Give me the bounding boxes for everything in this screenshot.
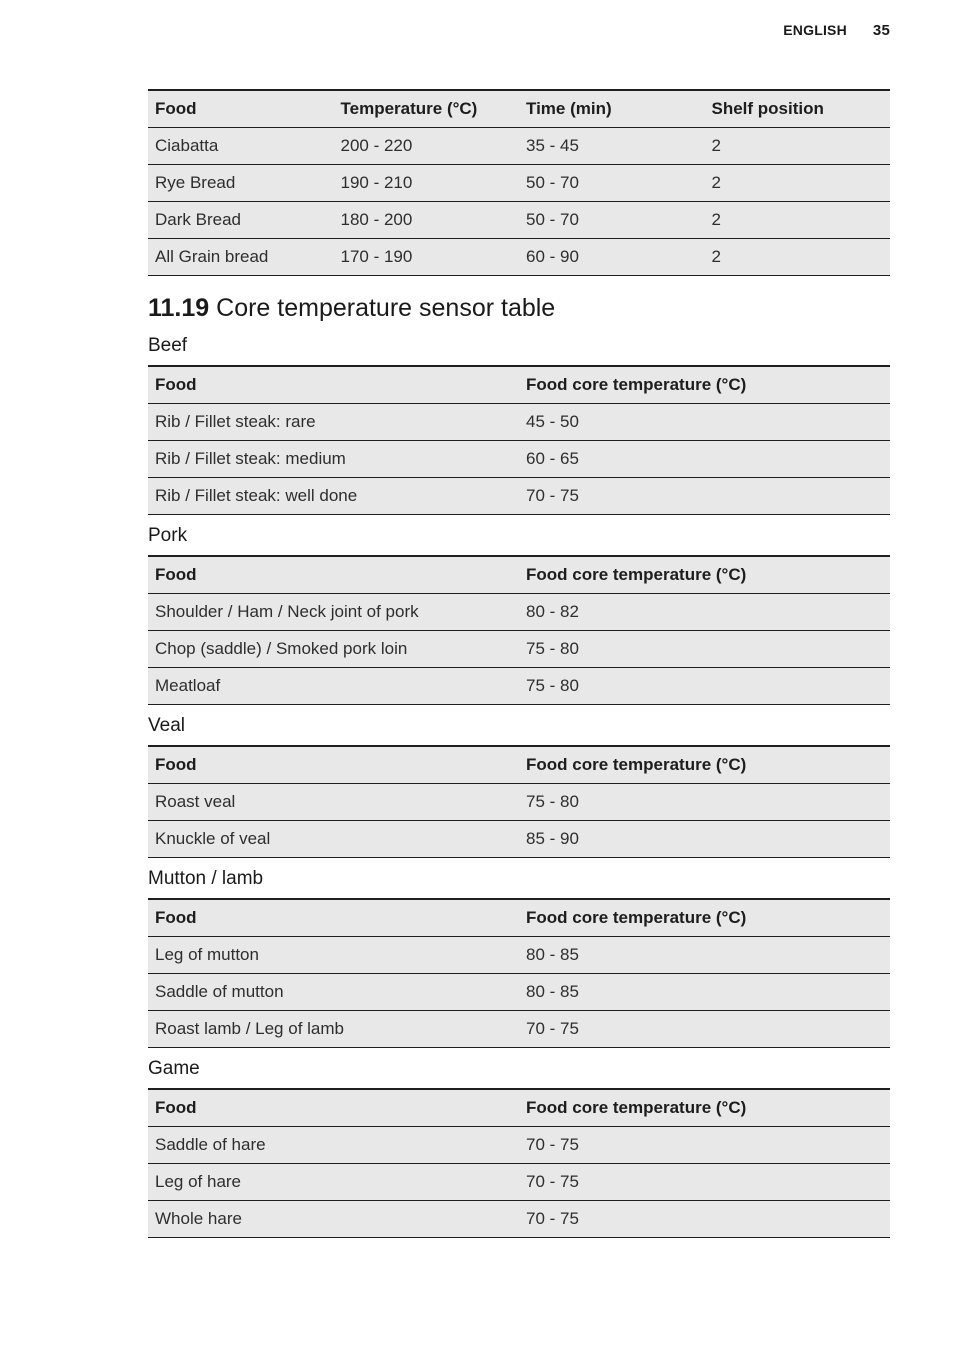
cell-time: 50 - 70 bbox=[519, 165, 705, 202]
column-header-core-temperature: Food core temperature (°C) bbox=[519, 746, 890, 784]
group-title: Beef bbox=[148, 335, 188, 356]
cell-food: Rib / Fillet steak: medium bbox=[148, 441, 519, 478]
language-label: ENGLISH bbox=[783, 22, 847, 38]
column-header-food: Food bbox=[148, 899, 519, 937]
table-header-row bbox=[148, 746, 890, 784]
bread-baking-table bbox=[148, 89, 890, 276]
cell-food: Roast veal bbox=[148, 784, 519, 821]
cell-temperature: 200 - 220 bbox=[334, 128, 520, 165]
cell-food: Knuckle of veal bbox=[148, 821, 519, 858]
table-row bbox=[148, 974, 890, 1011]
cell-core-temperature: 80 - 85 bbox=[519, 937, 890, 974]
table-row bbox=[148, 404, 890, 441]
group-mutton-lamb bbox=[148, 868, 890, 1048]
table-row bbox=[148, 631, 890, 668]
cell-core-temperature: 80 - 82 bbox=[519, 594, 890, 631]
cell-time: 35 - 45 bbox=[519, 128, 705, 165]
cell-core-temperature: 70 - 75 bbox=[519, 1164, 890, 1201]
cell-food: Dark Bread bbox=[148, 202, 334, 239]
column-header-food: Food bbox=[148, 1089, 519, 1127]
cell-food: Shoulder / Ham / Neck joint of pork bbox=[148, 594, 519, 631]
group-title: Pork bbox=[148, 525, 188, 546]
group-title: Game bbox=[148, 1058, 200, 1079]
column-header-core-temperature: Food core temperature (°C) bbox=[519, 366, 890, 404]
core-temperature-table bbox=[148, 365, 890, 515]
table-row bbox=[148, 478, 890, 515]
section-heading bbox=[148, 291, 890, 325]
column-header-time: Time (min) bbox=[519, 90, 705, 128]
cell-core-temperature: 45 - 50 bbox=[519, 404, 890, 441]
core-temperature-table bbox=[148, 745, 890, 858]
group-pork bbox=[148, 525, 890, 705]
cell-shelf: 2 bbox=[705, 165, 891, 202]
group-title: Veal bbox=[148, 715, 185, 736]
table-row bbox=[148, 1127, 890, 1164]
cell-core-temperature: 60 - 65 bbox=[519, 441, 890, 478]
table-row bbox=[148, 441, 890, 478]
cell-core-temperature: 70 - 75 bbox=[519, 478, 890, 515]
cell-food: Ciabatta bbox=[148, 128, 334, 165]
cell-core-temperature: 70 - 75 bbox=[519, 1127, 890, 1164]
cell-core-temperature: 70 - 75 bbox=[519, 1011, 890, 1048]
cell-core-temperature: 75 - 80 bbox=[519, 784, 890, 821]
cell-temperature: 190 - 210 bbox=[334, 165, 520, 202]
cell-time: 50 - 70 bbox=[519, 202, 705, 239]
cell-food: Rye Bread bbox=[148, 165, 334, 202]
column-header-shelf-position: Shelf position bbox=[705, 90, 891, 128]
table-row bbox=[148, 128, 890, 165]
cell-food: Saddle of mutton bbox=[148, 974, 519, 1011]
table-row bbox=[148, 1164, 890, 1201]
table-header-row bbox=[148, 556, 890, 594]
core-temperature-table bbox=[148, 555, 890, 705]
page-header bbox=[783, 22, 890, 39]
group-game bbox=[148, 1058, 890, 1238]
table-row bbox=[148, 1011, 890, 1048]
table-header-row bbox=[148, 366, 890, 404]
page-number: 35 bbox=[872, 22, 890, 39]
table-row bbox=[148, 784, 890, 821]
table-row bbox=[148, 668, 890, 705]
cell-temperature: 170 - 190 bbox=[334, 239, 520, 276]
cell-time: 60 - 90 bbox=[519, 239, 705, 276]
cell-food: Leg of hare bbox=[148, 1164, 519, 1201]
core-temperature-table bbox=[148, 898, 890, 1048]
cell-core-temperature: 75 - 80 bbox=[519, 668, 890, 705]
column-header-food: Food bbox=[148, 746, 519, 784]
cell-shelf: 2 bbox=[705, 239, 891, 276]
table-row bbox=[148, 1201, 890, 1238]
table-row bbox=[148, 594, 890, 631]
cell-shelf: 2 bbox=[705, 128, 891, 165]
column-header-temperature: Temperature (°C) bbox=[334, 90, 520, 128]
cell-food: Rib / Fillet steak: well done bbox=[148, 478, 519, 515]
table-row bbox=[148, 239, 890, 276]
cell-food: Whole hare bbox=[148, 1201, 519, 1238]
table-row bbox=[148, 821, 890, 858]
cell-shelf: 2 bbox=[705, 202, 891, 239]
group-veal bbox=[148, 715, 890, 858]
cell-core-temperature: 75 - 80 bbox=[519, 631, 890, 668]
table-header-row bbox=[148, 1089, 890, 1127]
cell-food: Meatloaf bbox=[148, 668, 519, 705]
cell-core-temperature: 80 - 85 bbox=[519, 974, 890, 1011]
cell-food: Roast lamb / Leg of lamb bbox=[148, 1011, 519, 1048]
column-header-core-temperature: Food core temperature (°C) bbox=[519, 556, 890, 594]
table-row bbox=[148, 165, 890, 202]
cell-food: Chop (saddle) / Smoked pork loin bbox=[148, 631, 519, 668]
table-row bbox=[148, 937, 890, 974]
column-header-core-temperature: Food core temperature (°C) bbox=[519, 899, 890, 937]
section-number: 11.19 bbox=[148, 294, 210, 322]
section-title: Core temperature sensor table bbox=[216, 294, 556, 322]
column-header-food: Food bbox=[148, 90, 334, 128]
cell-core-temperature: 85 - 90 bbox=[519, 821, 890, 858]
cell-food: Leg of mutton bbox=[148, 937, 519, 974]
column-header-food: Food bbox=[148, 366, 519, 404]
cell-temperature: 180 - 200 bbox=[334, 202, 520, 239]
group-beef bbox=[148, 335, 890, 515]
cell-food: Saddle of hare bbox=[148, 1127, 519, 1164]
table-row bbox=[148, 202, 890, 239]
cell-food: Rib / Fillet steak: rare bbox=[148, 404, 519, 441]
cell-core-temperature: 70 - 75 bbox=[519, 1201, 890, 1238]
column-header-food: Food bbox=[148, 556, 519, 594]
group-title: Mutton / lamb bbox=[148, 868, 264, 889]
core-temperature-table bbox=[148, 1088, 890, 1238]
table-header-row bbox=[148, 90, 890, 128]
table-header-row bbox=[148, 899, 890, 937]
page-content bbox=[148, 89, 890, 1238]
cell-food: All Grain bread bbox=[148, 239, 334, 276]
column-header-core-temperature: Food core temperature (°C) bbox=[519, 1089, 890, 1127]
